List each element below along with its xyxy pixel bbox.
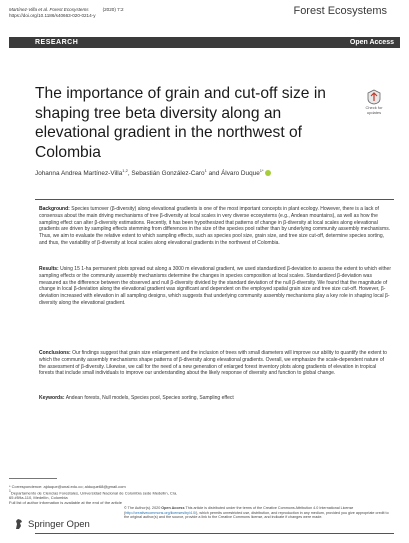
open-access-label: Open Access (349, 38, 394, 46)
keywords-label: Keywords: (39, 395, 65, 401)
author-mark: 1 (204, 168, 207, 173)
results-text: Using 15 1-ha permanent plots spread out along a 3000 m elevational gradient, we used standardized β-deviation to assess the extent to which either sampling effects or the community assembly mechanisms determine the changes in species composition at local scales. Standardized β-deviation was measured as the difference between the observed and null β-diversity divided by the standard deviation of the null β-diversity. We found that the magnitude of change in local β-deviation along the elevational gradient was significant and dependent on the employed spatial grain size and tree size cut-off. However, β-deviation increased with elevation in all sampling designs, which suggests that underlying community assembly mechanisms play a key role in shaping local β-diversity along the elevational gradient. (39, 266, 391, 306)
author-info-note: Full list of author information is available at the end of the article (9, 500, 122, 506)
footnote (9, 484, 179, 505)
conclusions-label: Conclusions: (39, 350, 71, 356)
article-title: The importance of grain and cut-off size in shaping tree beta diversity along an elevational gradient in the northwest of Colombia (35, 85, 326, 161)
license-body-1: This article is distributed under the terms of the Creative Commons Attribution 4.0 International License ( (124, 506, 354, 515)
springer-horse-icon (14, 518, 24, 530)
affiliation-text: Departamento de Ciencias Forestales, Universidad Nacional de Colombia sede Medellín, Cra. 65 #59a-110, Medellín, Colombia (9, 490, 178, 501)
orcid-icon[interactable] (265, 170, 271, 176)
license-text (124, 506, 392, 520)
journal-name: Forest Ecosystems (293, 5, 387, 17)
footnote-rule (9, 478, 57, 479)
background-text: Species turnover (β-diversity) along elevational gradients is one of the most important concepts in plant ecology. However, there is a lack of consensus about the main driving mechanisms of tree β-diversity at local scales in very diverse ecosystems (e.g., Andean mountains), as well as how the sampling effect can alter β-diversity estimations. Recently, it has been hypothesized that patterns of change in β-diversity at local scales along elevational gradients are driven by sampling effects stemming from differences in the size of the species pool rather than by underlying community assembly mechanisms. Thus, we aim to evaluate the relative extent to which sampling effects, such as species pool size, grain size, and tree size cut-off, determine species sorting, and thus, the variability of β-diversity at local scales along elevational gradients in the northwest of Colombia. (39, 206, 391, 246)
author-list (35, 168, 271, 177)
correspondence-email[interactable]: ajduque@unal.edu.co; alduque68@gmail.com (43, 484, 126, 489)
conclusions-text: Our findings suggest that grain size enlargement and the inclusion of trees with small diameters will improve our ability to quantify the extent to which the community assembly mechanisms shape patterns of β-diversity along elevational gradients. Overall, we emphasize the scale-dependent nature of the assessment of β-diversity. Likewise, we call for the need of a new generation of enlarged forest inventory plots along gradients of elevation in tropical forests that include small individuals to improve our understanding about the likely response of diversity and function to global change. (39, 350, 387, 377)
year-volume: (2020) 7:2 (102, 7, 124, 12)
publisher-name-a: Springer (28, 518, 64, 530)
copyright: © The Author(s). 2020 (124, 506, 162, 510)
keywords-text: Andean forests, Null models, Species pool, Species sorting, Sampling effect (65, 395, 234, 401)
author-mark: 1,2 (122, 168, 128, 173)
background-label: Background: (39, 206, 70, 212)
affiliation (9, 489, 179, 500)
author-name: and Álvaro Duque (206, 170, 260, 178)
author-name: , Sebastián González-Caro (127, 170, 205, 178)
license-open-access: Open Access (161, 506, 185, 510)
affiliation-mark: 1 (9, 489, 11, 493)
keywords (39, 395, 391, 402)
check-updates-icon (367, 89, 381, 105)
abstract-background (39, 206, 391, 247)
section-label: RESEARCH (35, 38, 79, 46)
author-name: Johanna Andrea Martínez-Villa (35, 170, 123, 178)
abstract-results (39, 266, 391, 307)
correspondence-label: * Correspondence: (9, 484, 44, 489)
publisher-name-b: Open (63, 518, 90, 530)
abstract-conclusions (39, 350, 391, 377)
license-body-2: ), which permits unrestricted use, distribution, and reproduction in any medium, provided you give appropriate credit to the original author(s) and the source, provide a link to the Creative Commons license, and indicate if changes were made. (124, 510, 389, 520)
springer-open-logo (14, 518, 90, 530)
results-label: Results: (39, 266, 59, 272)
author-mark: 1* (259, 168, 264, 173)
check-updates-text: Check for updates (365, 105, 383, 115)
publisher-name (28, 519, 90, 530)
check-for-updates-badge[interactable] (358, 89, 390, 115)
doi-link[interactable]: https://doi.org/10.1186/s40663-020-0214-y (9, 13, 96, 18)
running-header (9, 7, 138, 19)
section-bar (9, 37, 400, 48)
cc-license-link[interactable]: http://creativecommons.org/licenses/by/4.0/ (125, 510, 197, 515)
citation: Martínez-Villa et al. Forest Ecosystems (9, 7, 89, 12)
